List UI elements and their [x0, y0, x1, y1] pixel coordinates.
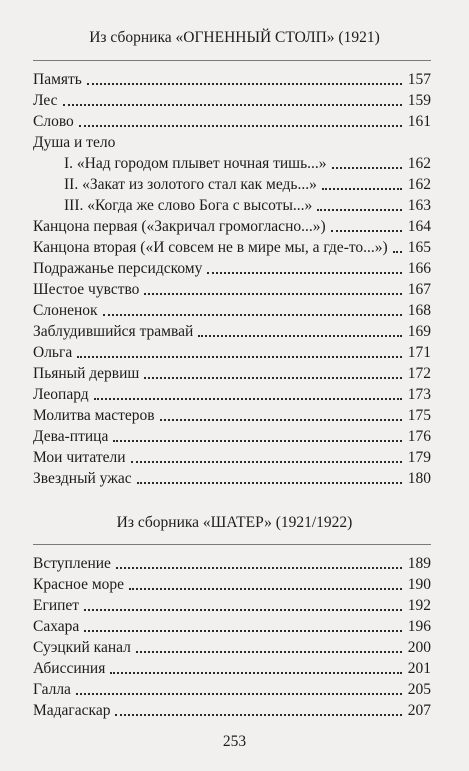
dot-leader	[113, 430, 402, 442]
dot-leader	[207, 262, 402, 274]
entry-page: 180	[407, 470, 431, 487]
entry-title: Мадагаскар	[33, 702, 111, 719]
dot-leader	[136, 641, 402, 653]
section-divider	[33, 60, 431, 61]
dot-leader	[115, 704, 402, 716]
dot-leader	[322, 178, 402, 190]
entry-title: Слоненок	[33, 302, 98, 319]
entry-title: Мои читатели	[33, 449, 126, 466]
toc-entry	[33, 678, 431, 699]
dot-leader	[137, 472, 402, 484]
toc-entry	[33, 552, 431, 573]
entry-page: 190	[407, 576, 431, 593]
toc-entry	[33, 594, 431, 615]
entry-page: 165	[407, 239, 431, 256]
toc-entry	[33, 89, 431, 110]
dot-leader	[116, 557, 402, 569]
entry-title: Пьяный дервиш	[33, 365, 140, 382]
page-number: 253	[222, 733, 247, 750]
toc-entry	[33, 257, 431, 278]
dot-leader	[332, 157, 402, 169]
entry-title: Суэцкий канал	[33, 639, 131, 656]
toc-entry	[33, 362, 431, 383]
dot-leader	[76, 683, 402, 695]
entry-title: Галла	[33, 681, 71, 698]
entry-page: 192	[407, 597, 431, 614]
entry-title: Душа и тело	[33, 134, 116, 151]
toc-entry	[33, 110, 431, 131]
entry-page: 207	[407, 702, 431, 719]
toc-entry	[33, 215, 431, 236]
entry-title: III. «Когда же слово Бога с высоты...»	[64, 197, 313, 214]
dot-leader	[77, 346, 402, 358]
dot-leader	[94, 388, 402, 400]
entry-page: 159	[407, 92, 431, 109]
entry-title: Молитва мастеров	[33, 407, 155, 424]
dot-leader	[160, 409, 402, 421]
dot-leader	[129, 578, 402, 590]
entry-page: 164	[407, 218, 431, 235]
toc-subentry	[33, 194, 431, 215]
toc-entry	[33, 467, 431, 488]
dot-leader	[131, 451, 402, 463]
dot-leader	[393, 241, 402, 253]
entry-title: Ольга	[33, 344, 73, 361]
empty-leader	[120, 138, 402, 148]
entry-page: 163	[407, 197, 431, 214]
toc-entry	[33, 699, 431, 720]
section-title-shater: Из сборника «ШАТЕР» (1921/1922)	[116, 514, 353, 531]
entry-page: 166	[407, 260, 431, 277]
toc-entry	[33, 615, 431, 636]
entry-page: 196	[407, 618, 431, 635]
toc-entry	[33, 320, 431, 341]
toc-entry	[33, 636, 431, 657]
entry-page: 162	[407, 176, 431, 193]
dot-leader	[110, 662, 402, 674]
entry-page: 171	[407, 344, 431, 361]
dot-leader	[87, 73, 402, 85]
entry-title: Лес	[33, 92, 58, 109]
dot-leader	[63, 94, 402, 106]
dot-leader	[198, 325, 402, 337]
entry-title: Абиссиния	[33, 660, 106, 677]
dot-leader	[144, 283, 402, 295]
toc-entry	[33, 425, 431, 446]
entry-page: 169	[407, 323, 431, 340]
toc-entry	[33, 446, 431, 467]
entry-page: 172	[407, 365, 431, 382]
toc-list-shater	[33, 552, 431, 720]
entry-title: I. «Над городом плывет ночная тишь...»	[64, 155, 327, 172]
toc-entry	[33, 278, 431, 299]
entry-page: 168	[407, 302, 431, 319]
dot-leader	[84, 620, 402, 632]
entry-page: 200	[407, 639, 431, 656]
toc-entry	[33, 236, 431, 257]
toc-list-ognenny-stolp	[33, 68, 431, 488]
entry-title: Красное море	[33, 576, 125, 593]
dot-leader	[144, 367, 402, 379]
entry-page: 167	[407, 281, 431, 298]
entry-title: Заблудившийся трамвай	[33, 323, 194, 340]
toc-entry	[33, 299, 431, 320]
entry-page: 201	[407, 660, 431, 677]
entry-title: Вступление	[33, 555, 111, 572]
entry-title: Дева-птица	[33, 428, 109, 445]
section-divider	[33, 544, 431, 545]
toc-entry	[33, 341, 431, 362]
section-title-ognenny-stolp: Из сборника «ОГНЕННЫЙ СТОЛП» (1921)	[89, 29, 380, 46]
toc-entry	[33, 573, 431, 594]
dot-leader	[84, 599, 402, 611]
dot-leader	[79, 115, 402, 127]
entry-page: 189	[407, 555, 431, 572]
dot-leader	[103, 304, 402, 316]
entry-title: Канцона вторая («И совсем не в мире мы, а где-то...»)	[33, 239, 388, 256]
entry-title: Шестое чувство	[33, 281, 140, 298]
dot-leader	[331, 220, 402, 232]
entry-page: 175	[407, 407, 431, 424]
entry-page: 162	[407, 155, 431, 172]
entry-page: 179	[407, 449, 431, 466]
dot-leader	[317, 199, 402, 211]
entry-title: Канцона первая («Закричал громогласно...»)	[33, 218, 326, 235]
entry-title: Звездный ужас	[33, 470, 132, 487]
toc-entry	[33, 404, 431, 425]
entry-page: 173	[407, 386, 431, 403]
entry-title: II. «Закат из золотого стал как медь...»	[64, 176, 317, 193]
entry-page: 176	[407, 428, 431, 445]
toc-entry-group-heading	[33, 131, 431, 152]
toc-subentry	[33, 173, 431, 194]
entry-title: Подражанье персидскому	[33, 260, 203, 277]
toc-entry	[33, 383, 431, 404]
entry-page: 161	[407, 113, 431, 130]
entry-page: 205	[407, 681, 431, 698]
entry-page: 157	[407, 71, 431, 88]
entry-title: Память	[33, 71, 82, 88]
entry-title: Леопард	[33, 386, 89, 403]
entry-title: Сахара	[33, 618, 80, 635]
toc-entry	[33, 657, 431, 678]
toc-entry	[33, 68, 431, 89]
entry-title: Слово	[33, 113, 74, 130]
entry-title: Египет	[33, 597, 80, 614]
toc-subentry	[33, 152, 431, 173]
